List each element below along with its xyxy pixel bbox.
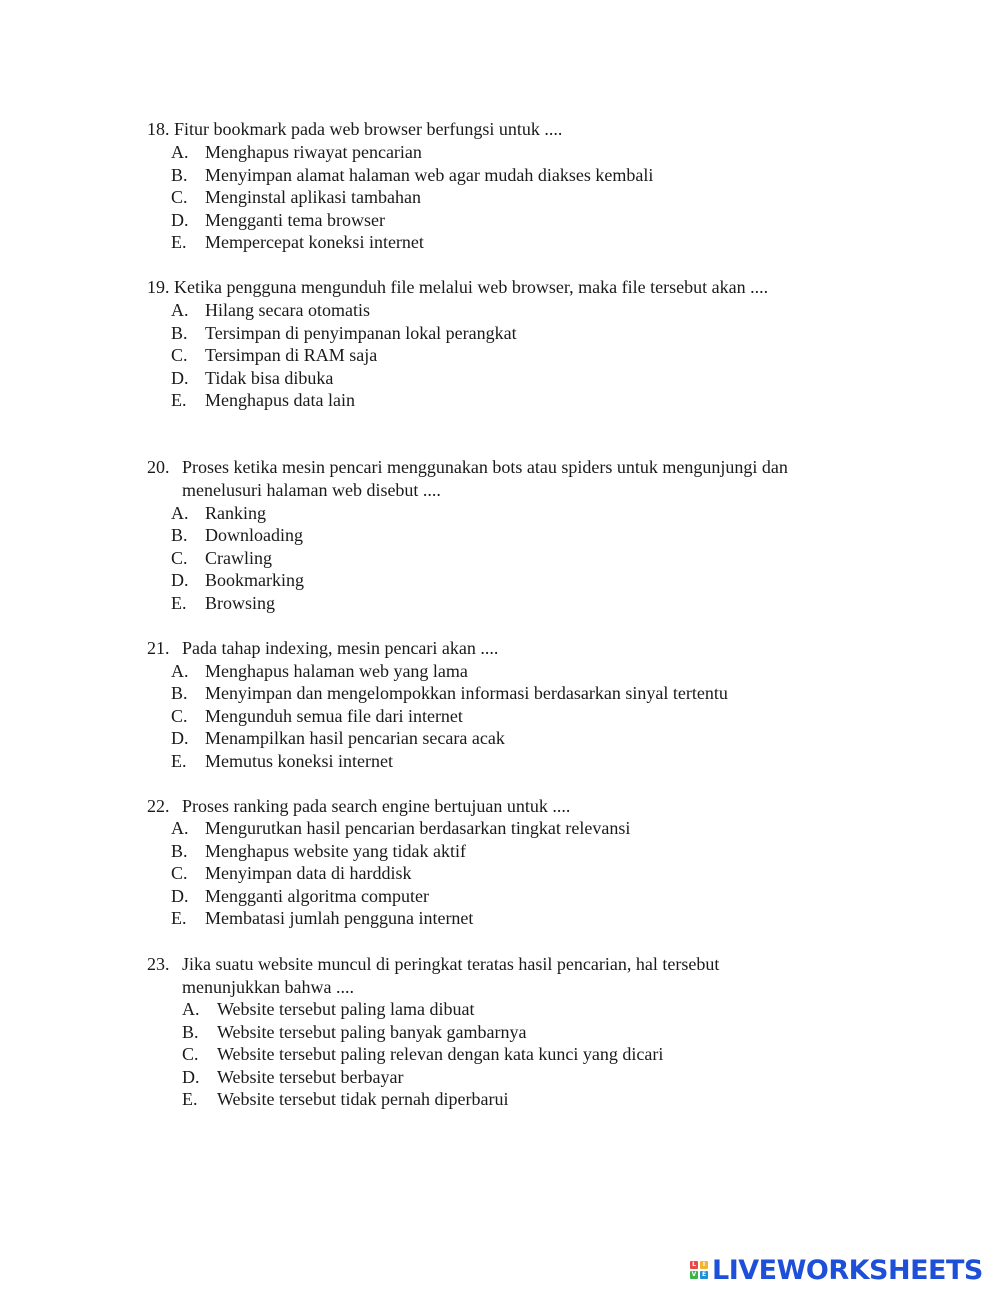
option-text: Mengganti algoritma computer (205, 885, 429, 906)
question-number: 22. (147, 796, 170, 816)
option-letter: B. (171, 840, 188, 861)
option-letter: A. (171, 300, 189, 320)
option-letter: A. (171, 818, 189, 838)
option-text: Menginstal aplikasi tambahan (205, 187, 421, 207)
option-text: Browsing (205, 592, 276, 613)
option-text: Tidak bisa dibuka (205, 367, 334, 388)
option-letter: D. (171, 367, 189, 388)
option-text: Bookmarking (205, 570, 304, 590)
question-number: 21. (147, 638, 170, 658)
question-number: 18. (147, 119, 170, 139)
option-text: Crawling (205, 547, 272, 568)
option-text: Downloading (205, 525, 303, 545)
option-letter: A. (182, 999, 200, 1019)
option-text: Menyimpan data di harddisk (205, 863, 412, 883)
option-letter: E. (171, 592, 187, 613)
option-text: Tersimpan di RAM saja (205, 345, 378, 365)
option-text: Website tersebut paling banyak gambarnya (217, 1021, 527, 1042)
option-text: Hilang secara otomatis (205, 300, 370, 320)
option-text: Website tersebut berbayar (217, 1066, 404, 1087)
option-letter: B. (182, 1021, 199, 1042)
option-text: Tersimpan di penyimpanan lokal perangkat (205, 322, 517, 343)
option-letter: B. (171, 322, 188, 343)
option-letter: D. (171, 728, 189, 748)
logo-tile: E (701, 1271, 707, 1278)
question-stem-continued (182, 976, 354, 999)
option-letter: B. (171, 525, 188, 545)
question-stem (147, 456, 788, 479)
question-stem (147, 637, 498, 660)
question-stem (147, 795, 570, 818)
option-text: Mengganti tema browser (205, 209, 385, 230)
question-text: Ketika pengguna mengunduh file melalui web browser, maka file tersebut akan .... (174, 277, 769, 297)
option-letter: B. (171, 683, 188, 703)
option-letter: D. (182, 1066, 200, 1087)
question-text: Proses ranking pada search engine bertujuan untuk .... (182, 796, 571, 816)
liveworksheets-logo[interactable] (690, 1254, 983, 1286)
option-letter: C. (171, 345, 188, 365)
logo-tile: V (691, 1271, 697, 1278)
option-letter: E. (171, 390, 187, 410)
option-letter: D. (171, 209, 189, 230)
liveworksheets-logo-icon (690, 1261, 708, 1279)
question-text: Pada tahap indexing, mesin pencari akan .... (182, 638, 499, 658)
option-text: Menyimpan dan mengelompokkan informasi berdasarkan sinyal tertentu (205, 683, 728, 703)
option-letter: B. (171, 164, 188, 185)
question-number: 20. (147, 457, 170, 477)
option-letter: C. (182, 1044, 199, 1064)
option-text: Memutus koneksi internet (205, 750, 393, 771)
option-text: Membatasi jumlah pengguna internet (205, 908, 474, 928)
option-letter: E. (171, 750, 187, 771)
question-text-line2: menunjukkan bahwa .... (182, 976, 354, 997)
option-text: Menghapus website yang tidak aktif (205, 840, 466, 861)
question-text: Fitur bookmark pada web browser berfungsi untuk .... (174, 119, 563, 139)
option-letter: E. (171, 908, 187, 928)
question-stem (147, 276, 768, 299)
option-letter: D. (171, 885, 189, 906)
question-text: Jika suatu website muncul di peringkat teratas hasil pencarian, hal tersebut (182, 954, 720, 974)
option-text: Mempercepat koneksi internet (205, 232, 424, 252)
option-letter: A. (171, 660, 189, 681)
option-text: Website tersebut tidak pernah diperbarui (217, 1089, 509, 1109)
option-text: Menyimpan alamat halaman web agar mudah diakses kembali (205, 164, 654, 185)
option-text: Website tersebut paling lama dibuat (217, 999, 475, 1019)
logo-text: LIVEWORKSHEETS (712, 1254, 983, 1286)
option-letter: A. (171, 502, 189, 523)
option-letter: C. (171, 547, 188, 568)
question-stem-continued (182, 479, 441, 502)
option-text: Menghapus halaman web yang lama (205, 660, 468, 681)
option-letter: E. (182, 1089, 198, 1109)
option-text: Menampilkan hasil pencarian secara acak (205, 728, 505, 748)
option-text: Ranking (205, 502, 266, 523)
logo-tile: I (700, 1261, 708, 1269)
question-number: 19. (147, 277, 170, 297)
question-number: 23. (147, 954, 170, 974)
option-letter: E. (171, 232, 187, 252)
option-text: Menghapus riwayat pencarian (205, 142, 422, 162)
option-text: Menghapus data lain (205, 390, 355, 410)
option-letter: C. (171, 705, 188, 726)
question-stem (147, 953, 719, 976)
option-letter: C. (171, 187, 188, 207)
question-stem (147, 118, 562, 141)
logo-tile: L (690, 1261, 698, 1269)
question-text: Proses ketika mesin pencari menggunakan bots atau spiders untuk mengunjungi dan (182, 457, 788, 477)
option-text: Mengurutkan hasil pencarian berdasarkan tingkat relevansi (205, 818, 631, 838)
option-text: Website tersebut paling relevan dengan kata kunci yang dicari (217, 1044, 664, 1064)
option-text: Mengunduh semua file dari internet (205, 705, 463, 726)
question-text-line2: menelusuri halaman web disebut .... (182, 480, 441, 500)
option-letter: C. (171, 863, 188, 883)
option-letter: A. (171, 142, 189, 162)
option-letter: D. (171, 570, 189, 590)
